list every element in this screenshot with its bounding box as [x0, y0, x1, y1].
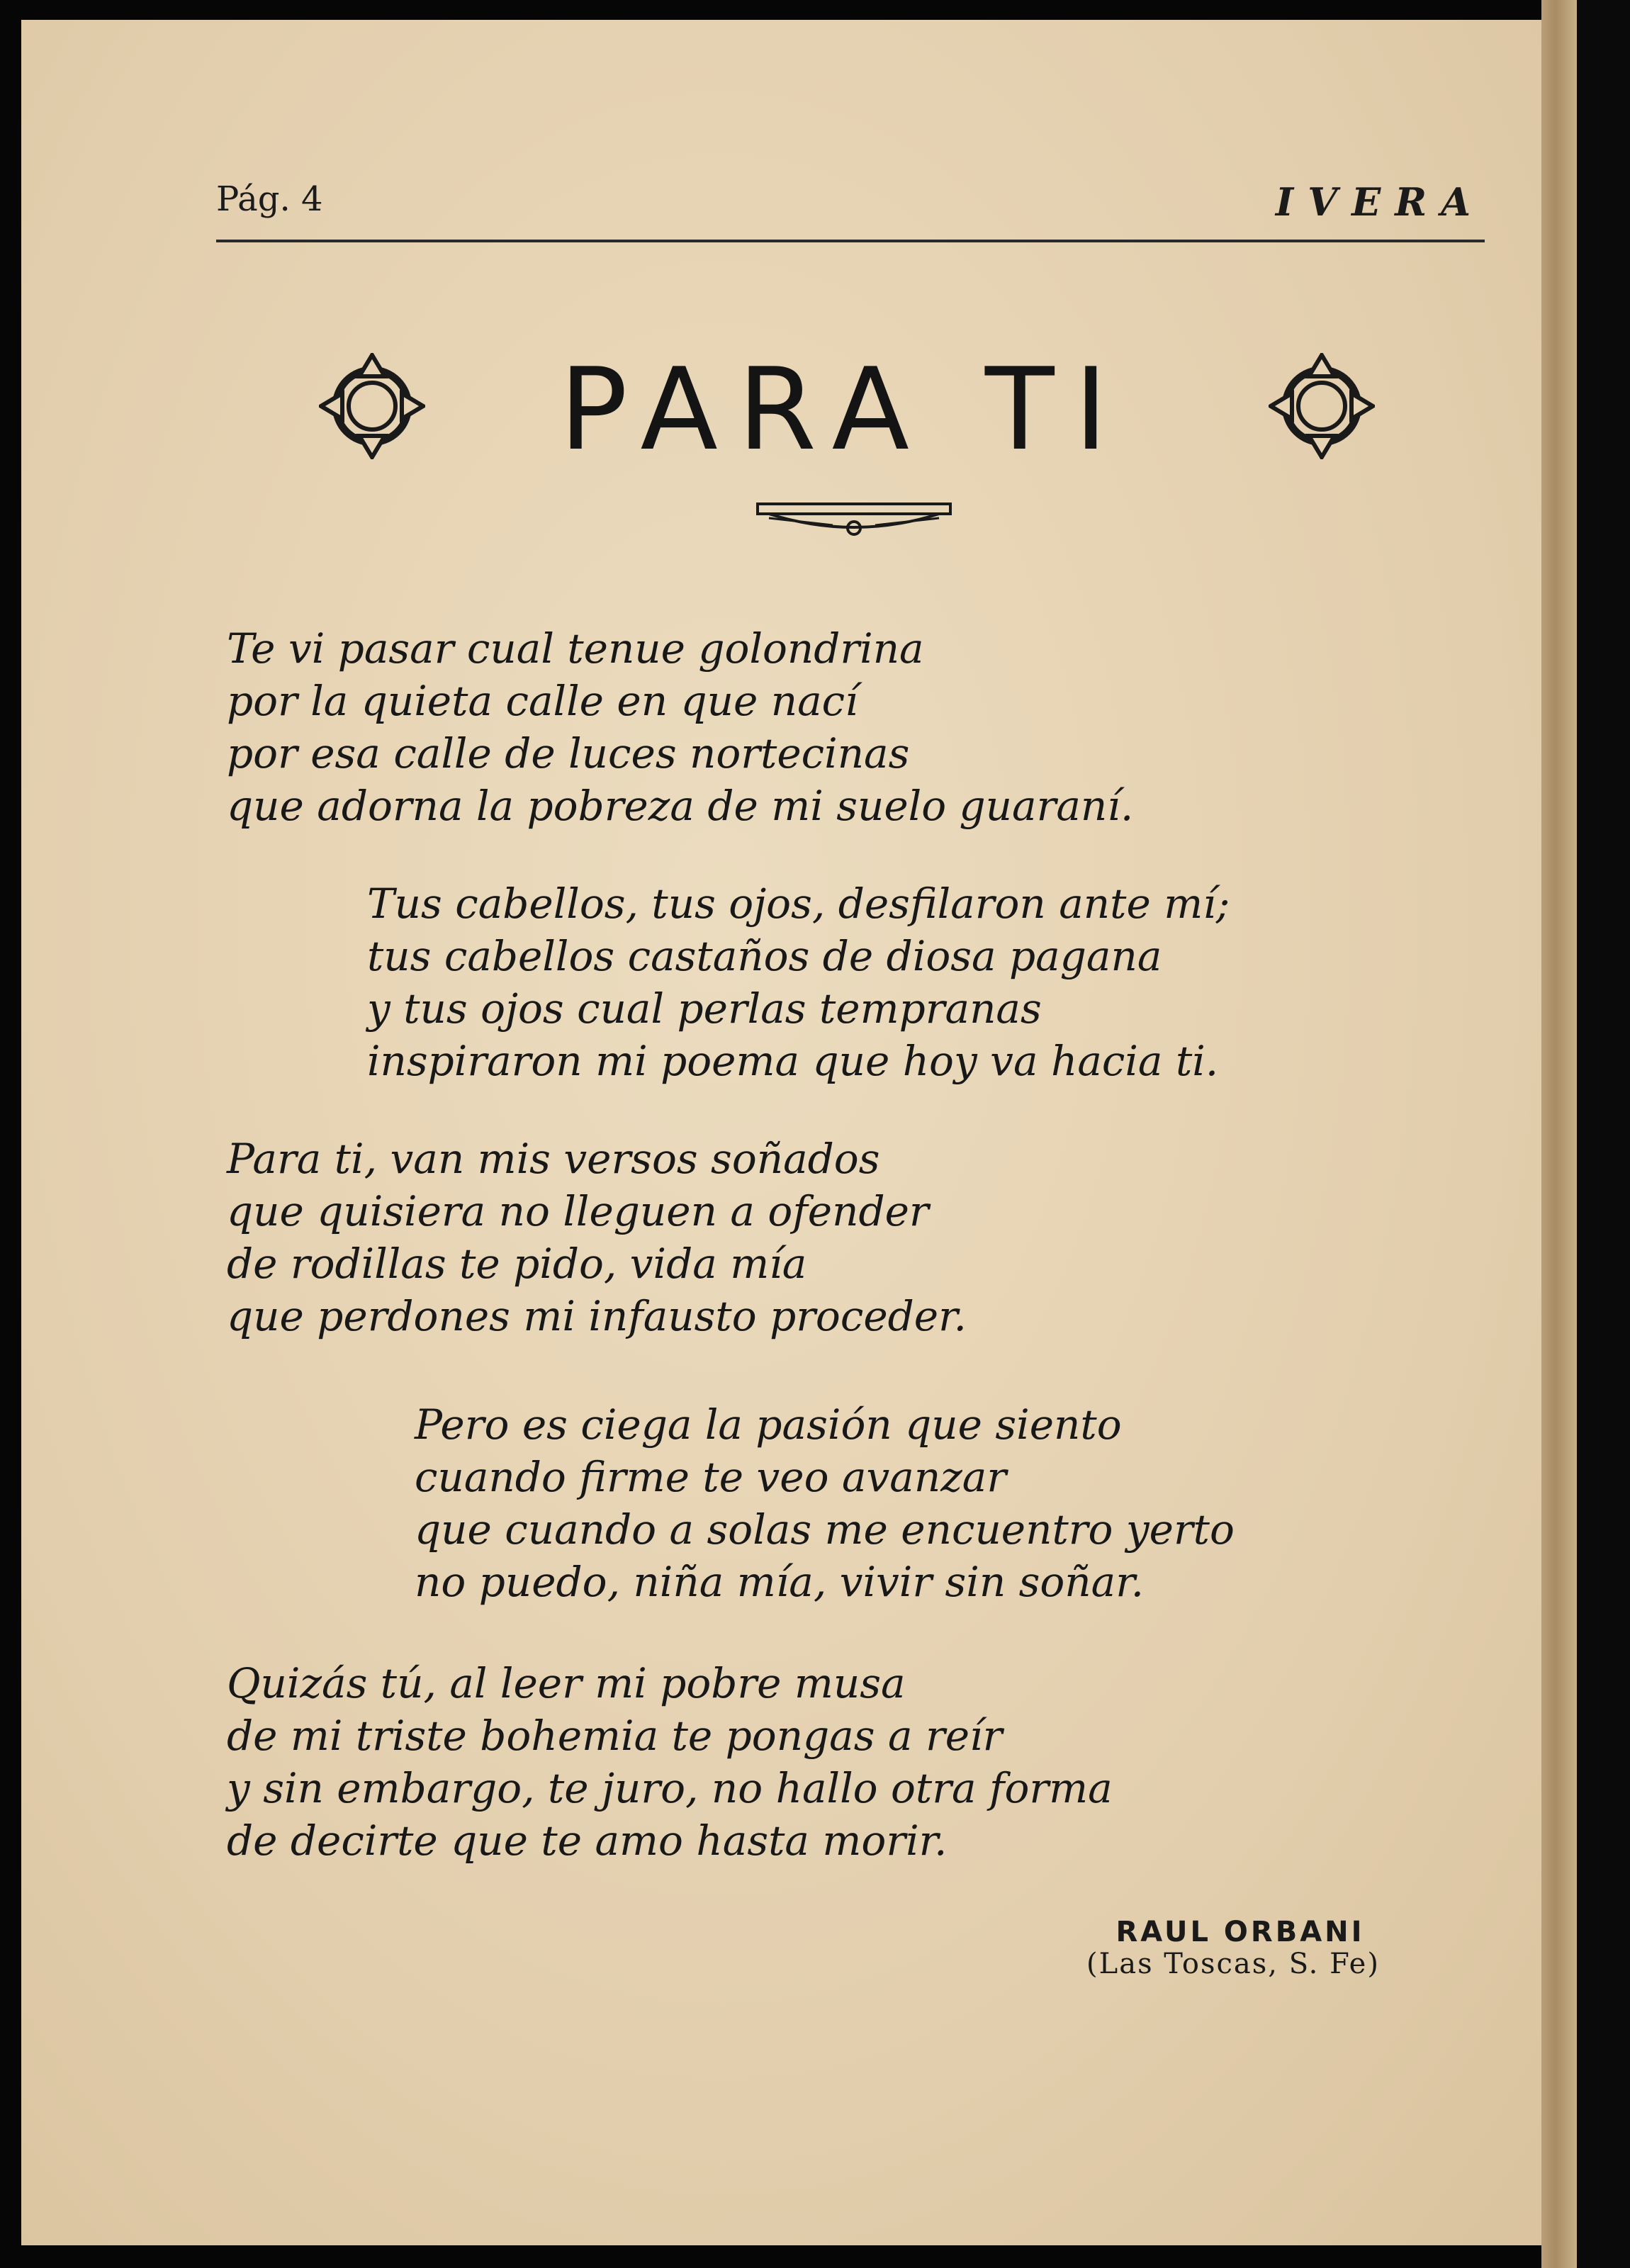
verse-line: Para ti, van mis versos soñados	[227, 1135, 880, 1183]
title-row	[305, 339, 1389, 481]
flourish-divider-icon	[755, 498, 953, 548]
verse-line: Te vi pasar cual tenue golondrina	[227, 624, 924, 673]
verse-line: cuando firme te veo avanzar	[415, 1453, 1007, 1501]
verse-line: que perdones mi infausto proceder.	[227, 1292, 967, 1340]
verse-line: por la quieta calle en que nací	[227, 677, 858, 725]
verse-line: inspiraron mi poema que hoy va hacia ti.	[367, 1037, 1219, 1085]
verse-line: que quisiera no lleguen a ofender	[227, 1187, 929, 1235]
stanza	[367, 877, 1230, 1087]
stanza	[227, 1657, 1113, 1867]
stanza	[415, 1398, 1235, 1608]
document-page	[21, 20, 1573, 2245]
verse-line: que adorna la pobreza de mi suelo guaraní.	[227, 782, 1134, 830]
verse-line: de mi triste bohemia te pongas a reír	[227, 1712, 1003, 1760]
verse-line: por esa calle de luces nortecinas	[227, 729, 910, 777]
stanza	[227, 622, 1133, 832]
verse-line: de decirte que te amo hasta morir.	[227, 1817, 948, 1865]
poem-title: PARA TI	[559, 343, 1128, 476]
verse-line: que cuando a solas me encuentro yerto	[415, 1505, 1235, 1554]
verse-line: tus cabellos castaños de diosa pagana	[367, 932, 1162, 980]
author-name: RAUL ORBANI	[1115, 1916, 1365, 1948]
celtic-knot-ornament-icon	[319, 353, 425, 459]
verse-line: no puedo, niña mía, vivir sin soñar.	[415, 1558, 1145, 1606]
verse-line: Pero es ciega la pasión que siento	[415, 1400, 1122, 1449]
page-header	[216, 179, 1485, 229]
author-location: (Las Toscas, S. Fe)	[1086, 1948, 1380, 1980]
verse-line: de rodillas te pido, vida mía	[227, 1240, 807, 1288]
verse-line: Tus cabellos, tus ojos, desfilaron ante mí;	[367, 880, 1230, 928]
stanza	[227, 1133, 967, 1342]
magazine-title: IVERA	[1275, 179, 1485, 225]
scan-border	[1577, 0, 1630, 2268]
verse-line: y sin embargo, te juro, no hallo otra forma	[227, 1764, 1113, 1812]
page-number: Pág. 4	[216, 179, 323, 219]
celtic-knot-ornament-icon	[1269, 353, 1375, 459]
verse-line: Quizás tú, al leer mi pobre musa	[227, 1659, 906, 1707]
page-fold	[1541, 0, 1577, 2268]
verse-line: y tus ojos cual perlas tempranas	[367, 984, 1042, 1033]
header-rule	[216, 240, 1485, 242]
